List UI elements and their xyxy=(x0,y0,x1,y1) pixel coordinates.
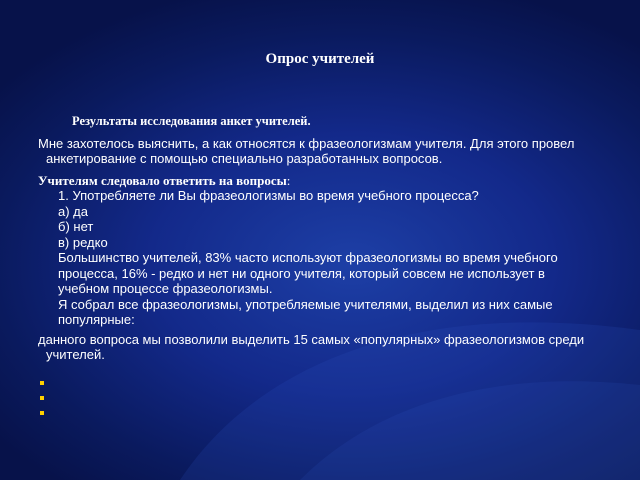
slide-title: Опрос учителей xyxy=(265,51,375,67)
bullet-marker xyxy=(40,381,44,385)
bullet-marker xyxy=(40,396,44,400)
question-1: 1. Употребляете ли Вы фразеологизмы во время учебного процесса? xyxy=(58,188,479,203)
bullet-marker xyxy=(40,411,44,415)
answer-c: в) редко xyxy=(58,234,108,250)
slide-content xyxy=(38,114,598,363)
conclusion-paragraph: данного вопроса мы позволили выделить 15 самых «популярных» фразеологизмов среди учителей. xyxy=(38,331,585,362)
questions-heading-colon: : xyxy=(286,172,291,188)
collected-note: Я собрал все фразеологизмы, употребляемые учителями, выделил из них самые популярные: xyxy=(58,296,553,327)
survey-result: Большинство учителей, 83% часто используют фразеологизмы во время учебного процесса, 16% - редко и нет ни одного учителя, который совсем не использует в учебном процессе фразеологизмы. xyxy=(58,250,558,296)
intro-paragraph: Мне захотелось выяснить, а как относятся к фразеологизмам учителя. Для этого провел анкетирование с помощью специально разработанных вопросов. xyxy=(38,135,575,166)
empty-bullet-list xyxy=(40,381,44,426)
questions-block xyxy=(38,173,598,328)
answer-b: б) нет xyxy=(58,219,94,234)
answer-a: а) да xyxy=(58,203,88,219)
questions-heading-text: Учителям следовало ответить на вопросы xyxy=(38,172,287,188)
questions-heading xyxy=(38,173,598,189)
slide-subtitle: Результаты исследования анкет учителей. xyxy=(72,114,311,128)
